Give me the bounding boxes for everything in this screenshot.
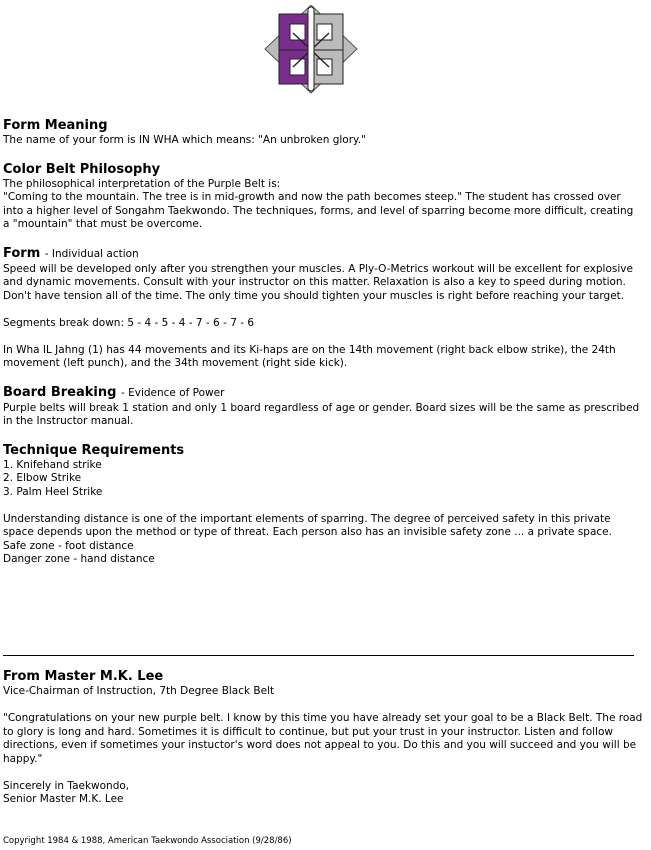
master-message (3, 668, 643, 807)
board-heading-subtitle: - Evidence of Power (120, 386, 225, 399)
emblem-inner-br (317, 59, 332, 75)
distance-text: Understanding distance is one of the important elements of sparring. The degree of perceived safety in this private space depends upon the method or type of threat. Each person also has an invisible safety zone ... a private space. (3, 512, 612, 538)
form-heading (3, 245, 643, 263)
form-meaning-text: The name of your form is IN WHA which means: "An unbroken glory." (3, 134, 366, 146)
copyright-notice: Copyright 1984 & 1988, American Taekwondo Association (9/28/86) (3, 836, 292, 846)
master-heading: From Master M.K. Lee (3, 669, 164, 684)
section-divider (3, 655, 634, 656)
signature-line-1: Sincerely in Taekwondo, (3, 779, 130, 792)
form-segments: Segments break down: 5 - 4 - 5 - 4 - 7 - 6 - 7 - 6 (3, 316, 255, 329)
form-heading-subtitle: - Individual action (44, 247, 139, 260)
master-message-text: "Congratulations on your new purple belt. I know by this time you have already set your goal to be a Black Belt. The road to glory is long and hard. Sometimes it is difficult to continue, but put your trust in your instructor. Listen and follow directions, even if sometimes your instuctor's word does not appeal to you. Do this and you will succeed and you will be happy." (3, 712, 643, 765)
board-heading-title: Board Breaking (3, 384, 117, 400)
danger-zone-text: Danger zone - hand distance (3, 553, 155, 565)
safe-zone-text: Safe zone - foot distance (3, 539, 134, 552)
technique-heading: Technique Requirements (3, 442, 185, 458)
technique-item: 3. Palm Heel Strike (3, 485, 103, 498)
emblem-center-bar (308, 7, 314, 91)
color-belt-heading: Color Belt Philosophy (3, 161, 161, 177)
form-text: Speed will be developed only after you strengthen your muscles. A Ply-O-Metrics workout will be excellent for explosive and dynamic movements. Consult with your instructor on this matter. Relaxation is also a key to speed during motion. Don't have tension all of the time. The only time you should tighten your muscles is right before reaching your target. (3, 262, 633, 302)
technique-item: 1. Knifehand strike (3, 458, 102, 471)
board-heading (3, 384, 643, 402)
master-title: Vice-Chairman of Instruction, 7th Degree Black Belt (3, 685, 275, 697)
color-belt-intro: The philosophical interpretation of the Purple Belt is: (3, 177, 281, 190)
document-body (3, 117, 643, 567)
board-text: Purple belts will break 1 station and only 1 board regardless of age or gender. Board sizes will be the same as prescribed in the Instructor manual. (3, 401, 640, 427)
color-belt-quote: "Coming to the mountain. The tree is in mid-growth and now the path becomes steep." The student has crossed over into a higher level of Songahm Taekwondo. The techniques, forms, and level of sparring become more difficult, creating a "mountain" that must be overcome. (3, 191, 634, 230)
purple-belt-emblem (263, 5, 359, 95)
form-heading-title: Form (3, 245, 41, 261)
technique-item: 2. Elbow Strike (3, 472, 82, 484)
form-movements: In Wha IL Jahng (1) has 44 movements and its Ki-haps are on the 14th movement (right back elbow strike), the 24th movement (left punch), and the 34th movement (right side kick). (3, 343, 616, 369)
form-meaning-heading: Form Meaning (3, 118, 108, 133)
signature-line-2: Senior Master M.K. Lee (3, 793, 124, 805)
emblem-inner-bl (290, 59, 305, 75)
